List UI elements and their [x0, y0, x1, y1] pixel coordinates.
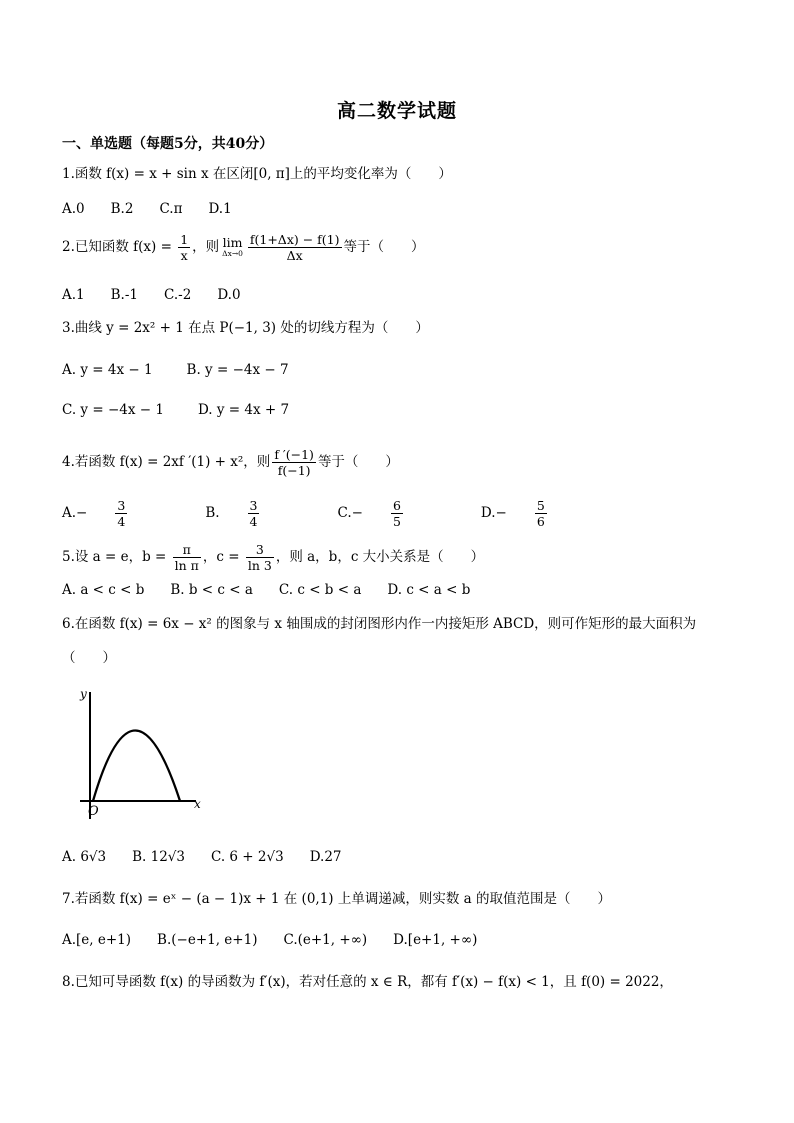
option-d: D. y = 4x + 7	[197, 402, 290, 418]
fraction-c: $\frac{3}{\ln 3}$	[247, 542, 272, 573]
x-axis-label: x	[194, 797, 201, 811]
option-a: A. a < c < b	[62, 582, 145, 598]
question-7-stem: 7.若函数 f(x) = eˣ − (a − 1)x + 1 在 (0,1) 上单调递减，则实数 a 的取值范围是（ ）	[62, 891, 611, 907]
option-b: B. y = −4x − 7	[186, 362, 289, 378]
option-c: C.-2	[164, 287, 192, 303]
option-a: A.1	[62, 287, 85, 303]
option-b: B.-1	[110, 287, 139, 303]
option-b: B. 12√3	[132, 849, 185, 865]
question-3-options-row1	[62, 360, 323, 380]
option-a: A. 6√3	[62, 849, 107, 865]
option-c: C.π	[159, 201, 183, 217]
option-b: B.(−e+1, e+1)	[157, 932, 258, 948]
question-4-options	[62, 498, 625, 529]
option-b: B. b < c < a	[170, 582, 253, 598]
question-2-stem: 2.已知函数 f(x) = $\frac{1}{x}$ ，则 lim Δx→0 $\frac{f(1+\Delta x) - f(1)}{\Delta x}$ 等于（ ）	[62, 232, 425, 263]
option-b: B. $\frac{3}{4}$	[205, 498, 258, 529]
question-1-stem: 1.函数 f(x) = x + sin x 在区闭[0, π]上的平均变化率为（ ）	[62, 166, 452, 182]
question-6-options	[62, 847, 368, 867]
option-d: D.1	[208, 201, 232, 217]
question-4-stem: 4.若函数 f(x) = 2xf ′(1) + x²，则 $\frac{f '(-1)}{f(-1)}$ 等于（ ）	[62, 447, 399, 478]
fraction-b: $\frac{\pi}{\text{ln π}}$	[174, 542, 199, 573]
option-b: B.2	[110, 201, 134, 217]
option-a: A.[e, e+1)	[62, 932, 132, 948]
parabola-graph	[74, 684, 214, 819]
difference-quotient: $\frac{f(1+\Delta x) - f(1)}{\Delta x}$	[249, 232, 340, 263]
origin-label: O	[88, 804, 99, 819]
option-d: D.0	[217, 287, 241, 303]
question-3-options-row2	[62, 400, 323, 420]
option-c: C. 6 + 2√3	[211, 849, 284, 865]
option-c: C.− $\frac{6}{5}$	[337, 498, 401, 529]
y-axis-label: y	[80, 687, 87, 701]
option-c: C. y = −4x − 1	[62, 402, 164, 418]
question-7-options	[62, 930, 503, 950]
question-5-options	[62, 580, 496, 600]
question-1-options	[62, 199, 258, 219]
question-8-stem: 8.已知可导函数 f(x) 的导函数为 f′(x)，若对任意的 x ∈ R，都有 f′(x) − f(x) < 1，且 f(0) = 2022，	[62, 974, 673, 990]
option-d: D. c < a < b	[387, 582, 471, 598]
option-a: A. y = 4x − 1	[62, 362, 153, 378]
option-d: D.− $\frac{5}{6}$	[480, 498, 545, 529]
question-2-options	[62, 285, 267, 305]
option-c: C.(e+1, +∞)	[283, 932, 368, 948]
parabola-curve	[93, 731, 180, 802]
limit-operator: lim Δx→0	[222, 235, 243, 258]
question-3-stem: 3.曲线 y = 2x² + 1 在点 P(−1, 3) 处的切线方程为（ ）	[62, 320, 429, 336]
fraction: $\frac{1}{x}$	[180, 232, 189, 263]
question-6-paren: （ ）	[62, 650, 116, 666]
option-d: D.27	[309, 849, 342, 865]
question-5-stem: 5.设 a = e，b = $\frac{\pi}{\text{ln π}}$ ，c = $\frac{3}{\ln 3}$ ，则 a，b，c 大小关系是（ ）	[62, 542, 485, 573]
section-heading: 一、单选题（每题5分，共40分）	[62, 136, 274, 152]
question-6-stem: 6.在函数 f(x) = 6x − x² 的图象与 x 轴围成的封闭图形内作一内接矩形 ABCD，则可作矩形的最大面积为	[62, 616, 697, 632]
option-a: A.0	[62, 201, 85, 217]
option-d: D.[e+1, +∞)	[393, 932, 478, 948]
option-a: A.− $\frac{3}{4}$	[62, 498, 126, 529]
option-c: C. c < b < a	[278, 582, 362, 598]
fraction: $\frac{f '(-1)}{f(-1)}$	[274, 447, 314, 478]
page-title: 高二数学试题	[336, 100, 457, 122]
